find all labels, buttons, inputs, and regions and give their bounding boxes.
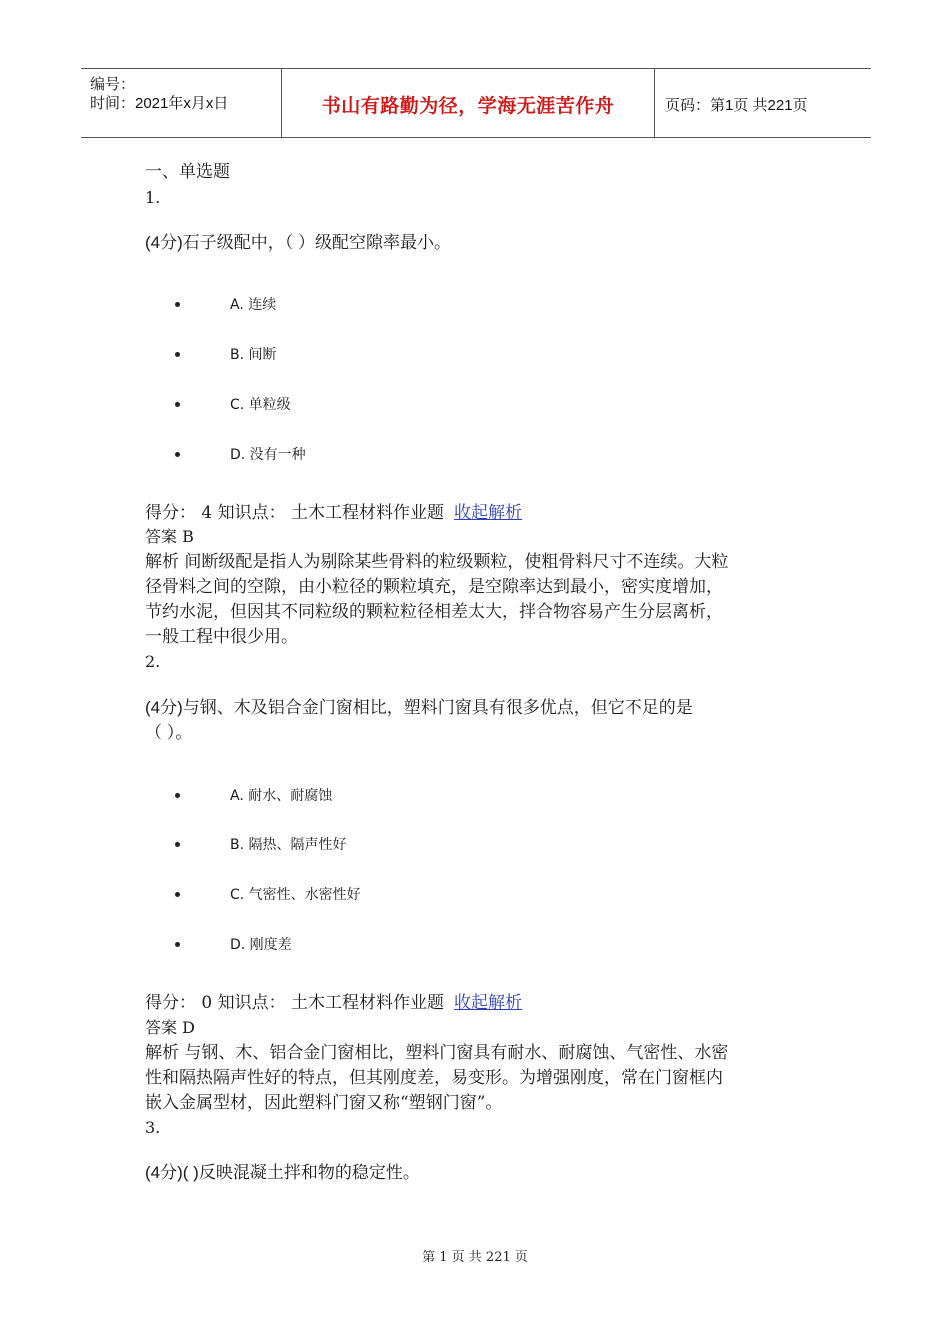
answer-line: 答案 B — [145, 527, 194, 546]
analysis-line: 一般工程中很少用。 — [145, 627, 298, 647]
collapse-analysis-link[interactable]: 收起解析 — [454, 993, 523, 1013]
serial-label: 编号： — [90, 76, 136, 93]
score-line — [145, 503, 522, 523]
option-label: C. 气密性、水密性好 — [230, 887, 361, 903]
page-footer: 第 1 页 共 221 页 — [422, 1250, 528, 1265]
bullet-icon — [175, 452, 180, 457]
header-page-cell — [655, 69, 871, 137]
document-header — [81, 68, 871, 138]
option-label: D. 刚度差 — [230, 937, 292, 953]
header-page-code: 页码：第1页 共221页 — [665, 97, 808, 114]
date-label: 时间：2021年x月x日 — [90, 95, 229, 112]
bullet-icon — [175, 793, 180, 798]
question-number: 3. — [145, 1118, 161, 1137]
header-motto-cell — [282, 69, 655, 137]
question-number: 1. — [145, 188, 161, 207]
option-label: B. 间断 — [230, 347, 277, 363]
bullet-icon — [175, 942, 180, 947]
analysis-line: 节约水泥，但因其不同粒级的颗粒粒径相差太大，拌合物容易产生分层离析， — [145, 602, 723, 622]
question-stem: (4分)与钢、木及铝合金门窗相比，塑料门窗具有很多优点，但它不足的是 — [145, 698, 693, 717]
bullet-icon — [175, 842, 180, 847]
option-label: C. 单粒级 — [230, 397, 291, 413]
answer-line: 答案 D — [145, 1018, 195, 1037]
collapse-analysis-link[interactable]: 收起解析 — [454, 503, 523, 523]
option-label: A. 连续 — [230, 297, 277, 313]
section-title: 一、单选题 — [145, 162, 230, 182]
analysis-line: 解析 间断级配是指人为剔除某些骨料的粒级颗粒，使粗骨料尺寸不连续。大粒 — [145, 552, 729, 572]
analysis-line: 径骨料之间的空隙，由小粒径的颗粒填充，是空隙率达到最小，密实度增加， — [145, 577, 723, 597]
question-number: 2. — [145, 652, 161, 671]
option-label: A. 耐水、耐腐蚀 — [230, 788, 333, 804]
analysis-line: 解析 与钢、木、铝合金门窗相比，塑料门窗具有耐水、耐腐蚀、气密性、水密 — [145, 1043, 729, 1063]
analysis-line: 性和隔热隔声性好的特点，但其刚度差，易变形。为增强刚度，常在门窗框内 — [145, 1068, 723, 1088]
bullet-icon — [175, 402, 180, 407]
bullet-icon — [175, 352, 180, 357]
bullet-icon — [175, 302, 180, 307]
bullet-icon — [175, 892, 180, 897]
question-stem: （ ）。 — [145, 723, 193, 742]
question-stem: (4分)( )反映混凝土拌和物的稳定性。 — [145, 1163, 420, 1182]
question-stem: (4分)石子级配中，（ ）级配空隙率最小。 — [145, 233, 451, 252]
analysis-line: 嵌入金属型材，因此塑料门窗又称“塑钢门窗”。 — [145, 1093, 503, 1113]
option-label: D. 没有一种 — [230, 447, 306, 463]
score-line — [145, 993, 522, 1013]
header-motto: 书山有路勤为径，学海无涯苦作舟 — [321, 95, 615, 117]
option-label: B. 隔热、隔声性好 — [230, 837, 347, 853]
score-text: 得分： 0 知识点： 土木工程材料作业题 — [145, 993, 445, 1013]
header-meta-cell — [81, 69, 282, 137]
score-text: 得分： 4 知识点： 土木工程材料作业题 — [145, 503, 445, 523]
